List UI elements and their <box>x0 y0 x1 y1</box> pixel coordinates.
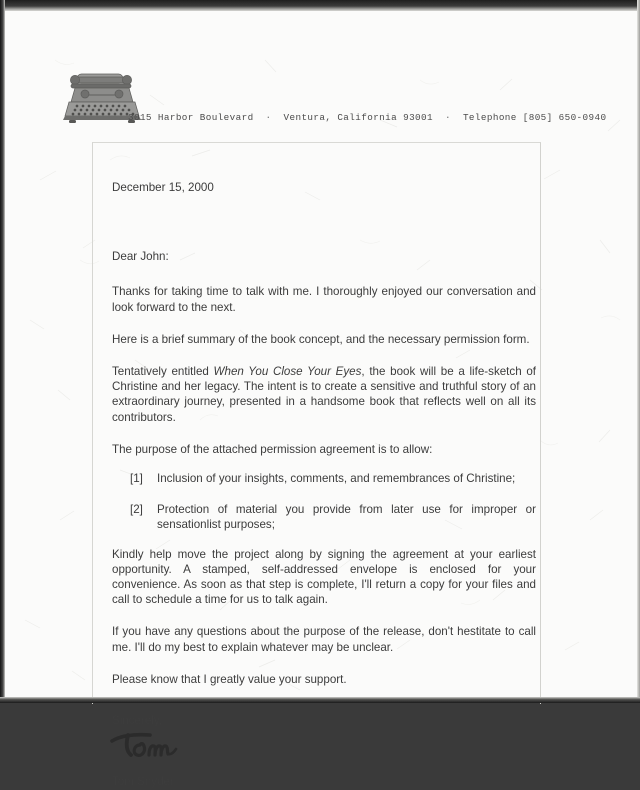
scan-edge-bottom <box>0 697 640 703</box>
list-item-text: Inclusion of your insights, comments, and remembrances of Christine; <box>157 472 516 486</box>
paragraph-book-description <box>112 364 536 425</box>
letterhead <box>0 62 640 134</box>
letterhead-separator-2: · <box>444 112 451 123</box>
list-item-marker: [1] <box>130 472 143 486</box>
date-line: December 15, 2000 <box>112 181 214 194</box>
letterhead-separator-1: · <box>265 112 272 123</box>
list-item <box>130 471 536 486</box>
paragraph-questions: If you have any questions about the purpose of the release, don't hestitate to call me. I'll do my best to explain whatever may be unclear. <box>112 625 536 654</box>
letterhead-street: 3015 Harbor Boulevard <box>128 112 254 123</box>
letterhead-phone: Telephone [805] 650-0940 <box>462 112 607 123</box>
paragraph-call-to-action: Kindly help move the project along by signing the agreement at your earliest opportunity. A stamped, self-addressed envelope is enclosed for your convenience. As soon as that step is complete, I'll return a copy for your files and call to schedule a time for us to talk again. <box>112 547 536 607</box>
permission-list-lead-in: The purpose of the attached permission agreement is to allow: <box>112 442 433 456</box>
list-item <box>130 502 536 532</box>
closing-line: Sincerely, <box>112 714 163 728</box>
list-item-text: Protection of material you provide from later use for improper or sensationlist purposes; <box>157 503 536 532</box>
signature-image <box>110 730 194 764</box>
paragraph-thanks-closing: Please know that I greatly value your support. <box>112 672 347 686</box>
book-description-rest: , the book will be a life-sketch of Christine and her legacy. The intent is to create a sensitive and truthful story of an extraordinary journey, presented in a handsome book that reflects well on all its contributors. <box>112 365 537 424</box>
signer-name: Tom Snyder <box>112 775 174 789</box>
paragraph-thanks: Thanks for taking time to talk with me. I thoroughly enjoyed our conversation and look forward to the next. <box>112 285 536 314</box>
scan-edge-left <box>0 0 5 703</box>
letterhead-city-state-zip: Ventura, California 93001 <box>283 112 433 123</box>
book-title: When You Close Your Eyes <box>213 365 362 379</box>
scan-edge-top <box>0 0 640 11</box>
list-item-marker: [2] <box>130 503 143 517</box>
salutation: Dear John: <box>112 250 169 264</box>
letterhead-address <box>128 112 606 123</box>
paragraph-summary: Here is a brief summary of the book concept, and the necessary permission form. <box>112 332 530 346</box>
permission-list <box>112 471 536 533</box>
book-description-lead: Tentatively entitled <box>112 365 214 379</box>
